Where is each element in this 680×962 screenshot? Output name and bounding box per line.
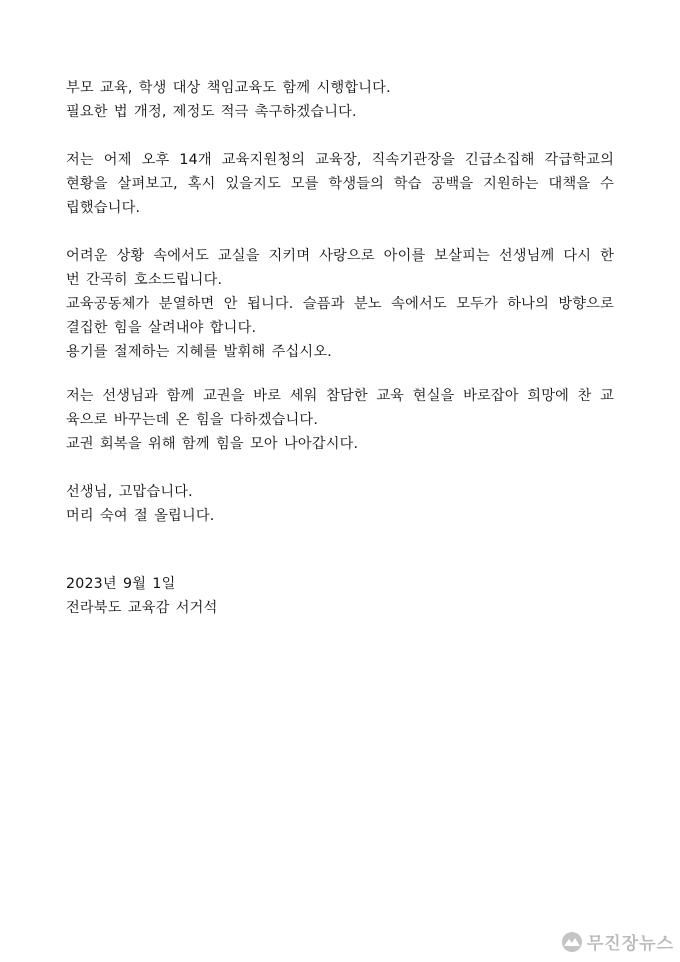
paragraph-2: [66, 148, 614, 220]
paragraph-line: 번 간곡히 호소드립니다.: [66, 272, 223, 288]
paragraph-1: [66, 76, 614, 124]
paragraph-line: 필요한 법 개정, 제정도 적극 촉구하겠습니다.: [66, 104, 357, 120]
paragraph-line: 용기를 절제하는 지혜를 발휘해 주십시오.: [66, 344, 332, 360]
paragraph-line: 선생님, 고맙습니다.: [66, 484, 193, 500]
paragraph-line: 부모 교육, 학생 대상 책임교육도 함께 시행합니다.: [66, 80, 391, 96]
paragraph-line: 립했습니다.: [66, 200, 141, 216]
watermark: [561, 929, 674, 954]
signature-block: [66, 572, 614, 620]
paragraph-line: 어려운 상황 속에서도 교실을 지키며 사랑으로 아이를 보살피는 선생님께 다시 한: [66, 248, 614, 264]
paragraph-line: 육으로 바꾸는데 온 힘을 다하겠습니다.: [66, 412, 319, 428]
watermark-text: 무진장뉴스: [586, 934, 674, 954]
paragraph-line: 현황을 살펴보고, 혹시 있을지도 모를 학생들의 학습 공백을 지원하는 대책을 수: [66, 176, 614, 192]
paragraph-3: [66, 244, 614, 364]
paragraph-line: 교육공동체가 분열하면 안 됩니다. 슬픔과 분노 속에서도 모두가 하나의 방향으로: [66, 296, 614, 312]
paragraph-5: [66, 480, 614, 528]
paragraph-4: [66, 384, 614, 456]
paragraph-line: 결집한 힘을 살려내야 합니다.: [66, 320, 257, 336]
paragraph-line: 머리 숙여 절 올립니다.: [66, 508, 215, 524]
paragraph-line: 저는 어제 오후 14개 교육지원청의 교육장, 직속기관장을 긴급소집해 각급학교의: [66, 152, 614, 168]
news-logo-icon: [561, 931, 583, 953]
letter-date: 2023년 9월 1일: [66, 576, 176, 592]
letter-author: 전라북도 교육감 서거석: [66, 600, 218, 616]
paragraph-line: 저는 선생님과 함께 교권을 바로 세워 참담한 교육 현실을 바로잡아 희망에 찬 교: [66, 388, 614, 404]
paragraph-line: 교권 회복을 위해 함께 힘을 모아 나아갑시다.: [66, 436, 359, 452]
